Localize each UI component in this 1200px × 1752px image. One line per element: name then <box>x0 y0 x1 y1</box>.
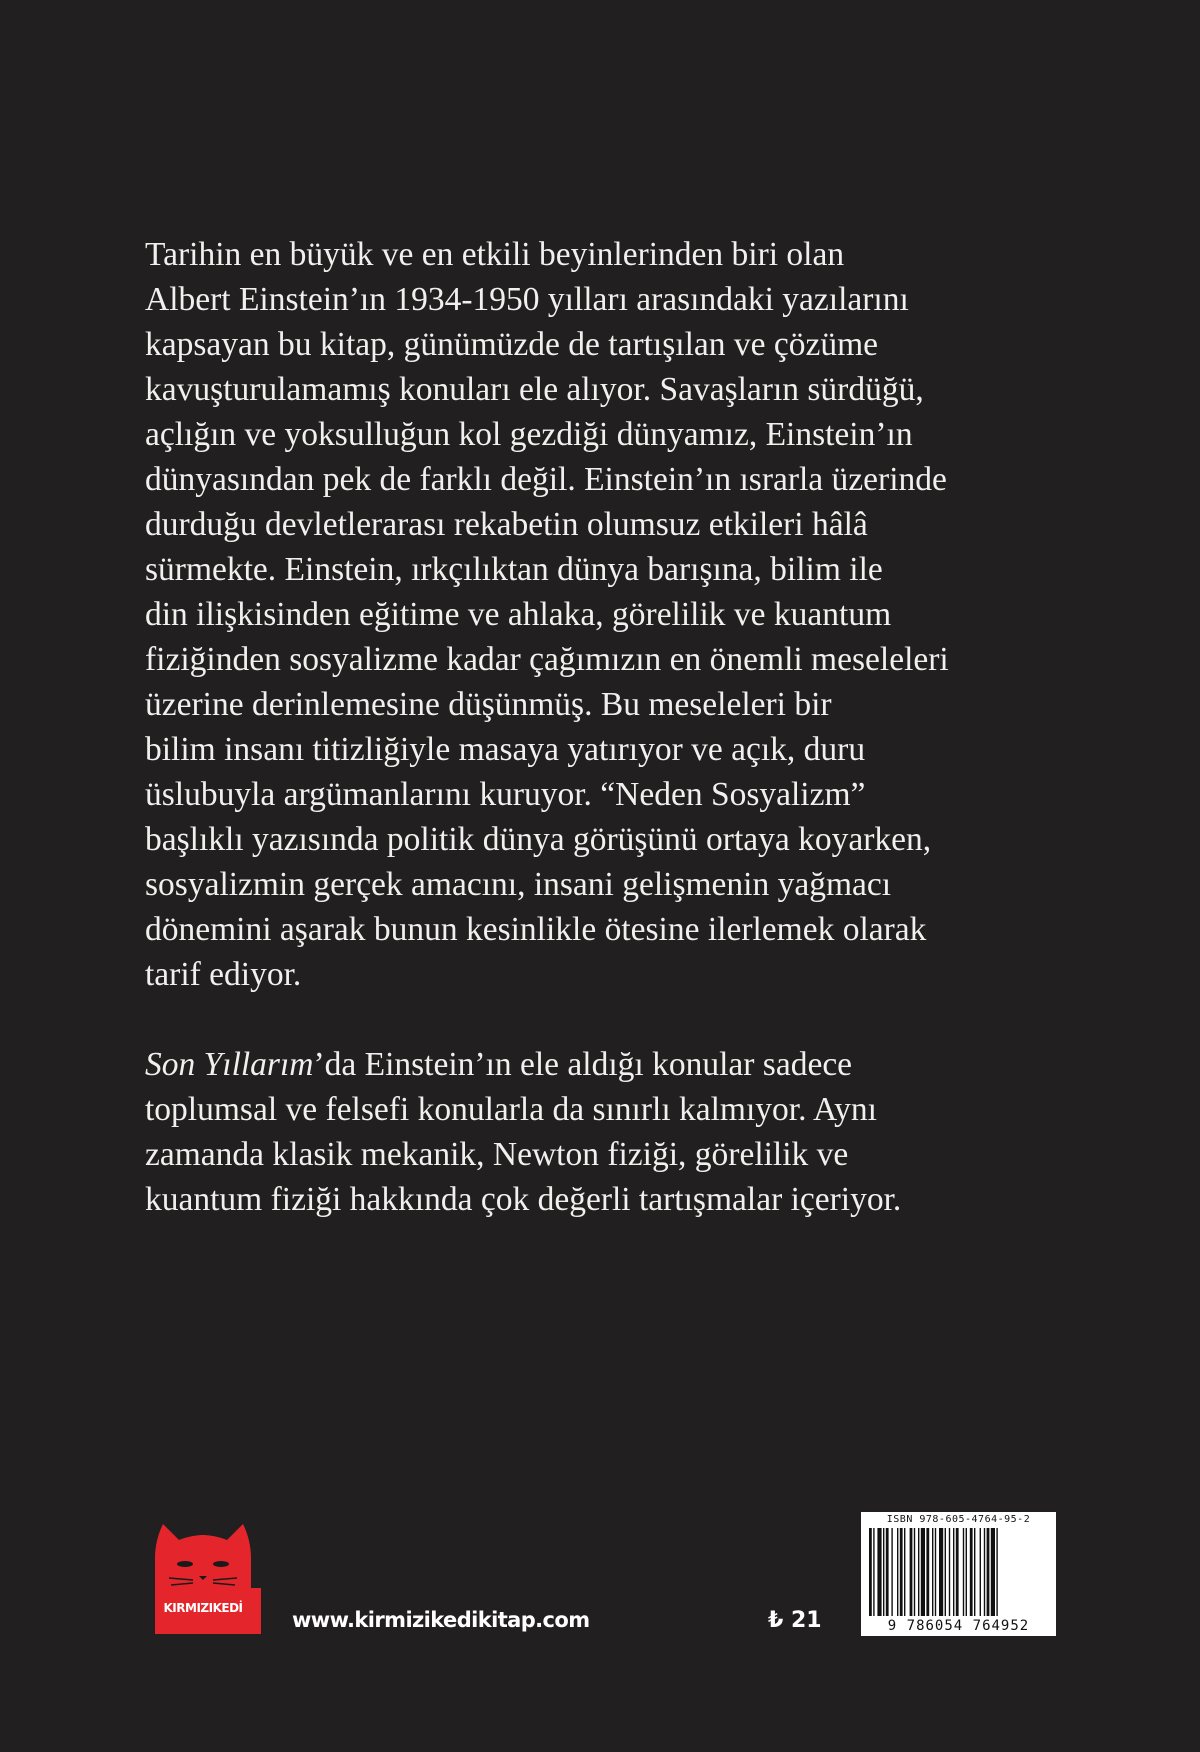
blurb-line: dönemini aşarak bunun kesinlikle ötesine ilerlemek olarak <box>145 911 927 948</box>
blurb-line: kapsayan bu kitap, günümüzde de tartışılan ve çözüme <box>145 326 879 363</box>
blurb-line: zamanda klasik mekanik, Newton fiziği, görelilik ve <box>145 1136 849 1173</box>
back-cover-blurb <box>145 232 1085 1222</box>
blurb-line: başlıklı yazısında politik dünya görüşünü ortaya koyarken, <box>145 821 932 858</box>
publisher-logo <box>145 1522 261 1634</box>
blurb-line: üzerine derinlemesine düşünmüş. Bu meseleleri bir <box>145 686 832 723</box>
cat-logo-icon <box>145 1522 261 1634</box>
blurb-line: sürmekte. Einstein, ırkçılıktan dünya barışına, bilim ile <box>145 551 883 588</box>
blurb-line-rest: ’da Einstein’ın ele aldığı konular sadece <box>313 1046 853 1083</box>
blurb-line: tarif ediyor. <box>145 956 302 993</box>
blurb-line: fiziğinden sosyalizme kadar çağımızın en önemli meseleleri <box>145 641 949 678</box>
blurb-line: Albert Einstein’ın 1934-1950 yılları arasındaki yazılarını <box>145 281 909 318</box>
publisher-website: www.kirmizikedikitap.com <box>292 1608 590 1632</box>
price-label: ₺ 21 <box>768 1608 822 1633</box>
blurb-line: kuantum fiziği hakkında çok değerli tartışmalar içeriyor. <box>145 1181 902 1218</box>
blurb-line: sosyalizmin gerçek amacını, insani gelişmenin yağmacı <box>145 866 892 903</box>
blurb-line: kavuşturulamamış konuları ele alıyor. Savaşların sürdüğü, <box>145 371 924 408</box>
blurb-line: üslubuyla argümanlarını kuruyor. “Neden Sosyalizm” <box>145 776 866 813</box>
isbn-label: ISBN 978-605-4764-95-2 <box>886 1514 1031 1525</box>
blurb-line: bilim insanı titizliğiyle masaya yatırıyor ve açık, duru <box>145 731 866 768</box>
blurb-line <box>145 1042 1085 1087</box>
isbn-barcode <box>861 1512 1056 1636</box>
blurb-line: durduğu devletlerarası rekabetin olumsuz etkileri hâlâ <box>145 506 868 543</box>
blurb-line: toplumsal ve felsefi konularla da sınırlı kalmıyor. Aynı <box>145 1091 877 1128</box>
blurb-line: açlığın ve yoksulluğun kol gezdiği dünyamız, Einstein’ın <box>145 416 913 453</box>
book-title-italic: Son Yıllarım <box>145 1046 314 1083</box>
blurb-line: dünyasından pek de farklı değil. Einstein’ın ısrarla üzerinde <box>145 461 947 498</box>
blurb-paragraph-2 <box>145 1042 1085 1222</box>
blurb-line: din ilişkisinden eğitime ve ahlaka, görelilik ve kuantum <box>145 596 892 633</box>
isbn-digits: 9 786054 764952 <box>887 1618 1030 1634</box>
blurb-line: Tarihin en büyük ve en etkili beyinlerinden biri olan <box>145 236 845 273</box>
logo-text: KIRMIZIKEDİ <box>163 1601 243 1615</box>
barcode-bars <box>869 1528 1049 1616</box>
blurb-paragraph-1 <box>145 232 1085 997</box>
